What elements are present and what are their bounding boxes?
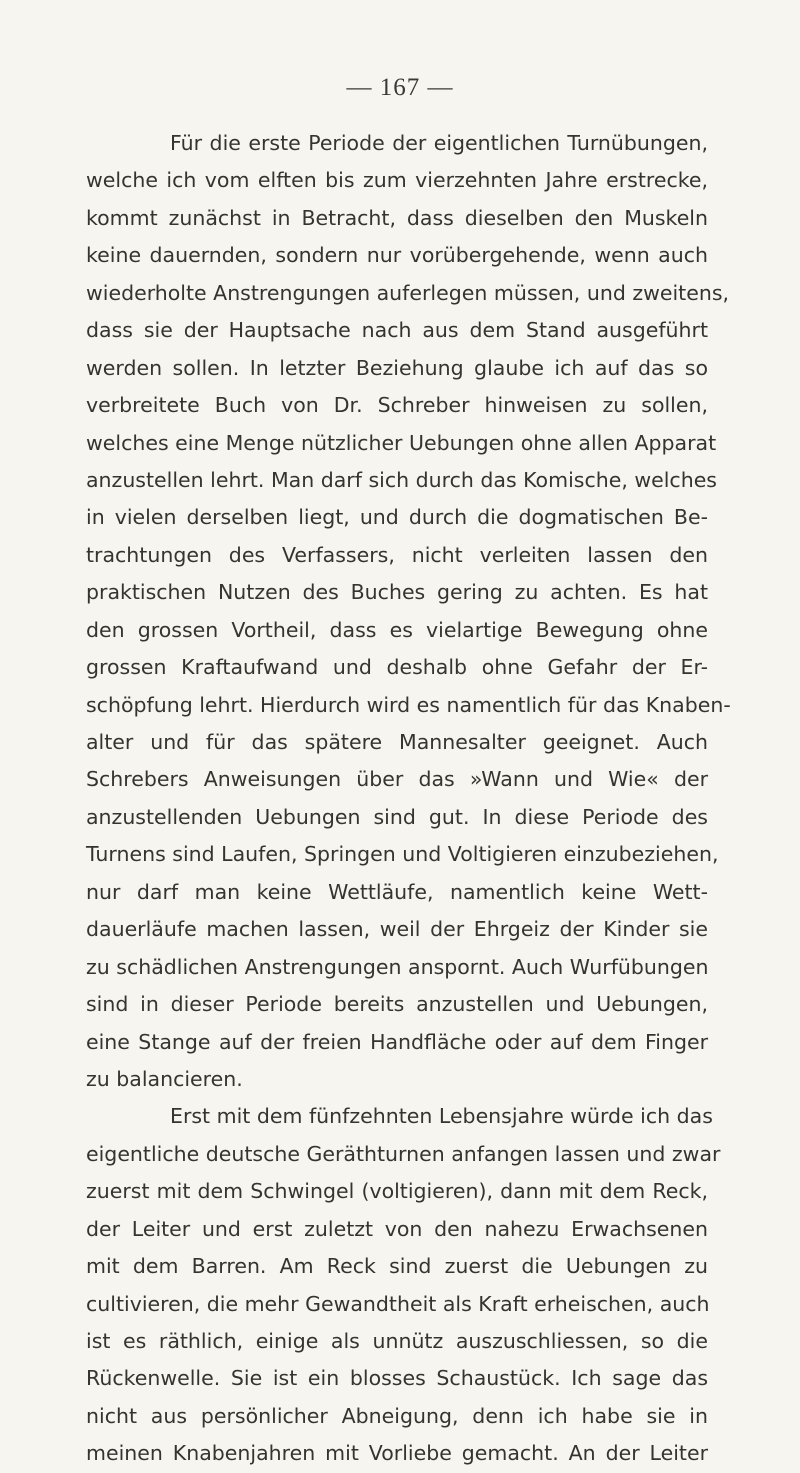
text-line: zuerst mit dem Schwingel (voltigieren), dann mit dem Reck,: [86, 1179, 708, 1204]
text-line: dauerläufe machen lassen, weil der Ehrgeiz der Kinder sie: [86, 917, 708, 942]
text-line: mit dem Barren. Am Reck sind zuerst die Uebungen zu: [86, 1254, 708, 1279]
text-line: kommt zunächst in Betracht, dass dieselben den Muskeln: [86, 205, 708, 230]
text-line: ist es räthlich, einige als unnütz auszuschliessen, so die: [86, 1329, 708, 1353]
text-line: Erst mit dem fünfzehnten Lebensjahre würde ich das: [170, 1104, 713, 1129]
text-line: meinen Knabenjahren mit Vorliebe gemacht. An der Leiter: [86, 1441, 708, 1466]
text-line: Rückenwelle. Sie ist ein blosses Schaustück. Ich sage das: [86, 1366, 708, 1391]
text-line: cultivieren, die mehr Gewandtheit als Kraft erheischen, auch: [86, 1291, 710, 1316]
text-line: welches eine Menge nützlicher Uebungen ohne allen Apparat: [86, 430, 717, 455]
text-line: trachtungen des Verfassers, nicht verleiten lassen den: [86, 542, 708, 567]
text-line: werden sollen. In letzter Beziehung glaube ich auf das so: [86, 355, 708, 380]
text-line: anzustellenden Uebungen sind gut. In diese Periode des: [86, 804, 708, 829]
text-line: den grossen Vortheil, dass es vielartige Bewegung ohne: [86, 617, 708, 642]
page-number: — 167 —: [346, 74, 454, 101]
text-line: verbreitete Buch von Dr. Schreber hinweisen zu sollen,: [86, 393, 708, 418]
text-line: in vielen derselben liegt, und durch die dogmatischen Be-: [86, 505, 708, 530]
text-line: nicht aus persönlicher Abneigung, denn ich habe sie in: [86, 1403, 708, 1428]
text-line: Schrebers Anweisungen über das »Wann und Wie« der: [86, 767, 708, 792]
text-line: Für die erste Periode der eigentlichen Turnübungen,: [170, 131, 708, 155]
text-line: welche ich vom elften bis zum vierzehnten Jahre erstrecke,: [86, 168, 708, 193]
text-line: grossen Kraftaufwand und deshalb ohne Gefahr der Er-: [86, 655, 708, 680]
text-line: eine Stange auf der freien Handfläche oder auf dem Finger: [86, 1029, 708, 1054]
text-line: Turnens sind Laufen, Springen und Voltigieren einzubeziehen,: [86, 842, 719, 867]
text-line: eigentliche deutsche Geräthturnen anfangen lassen und zwar: [86, 1141, 721, 1166]
text-line: sind in dieser Periode bereits anzustellen und Uebungen,: [86, 992, 708, 1017]
text-line: dass sie der Hauptsache nach aus dem Stand ausgeführt: [86, 318, 708, 343]
text-line: keine dauernden, sondern nur vorübergehende, wenn auch: [86, 243, 708, 268]
body-text: [86, 125, 731, 1473]
text-line: nur darf man keine Wettläufe, namentlich keine Wett-: [86, 879, 708, 904]
text-line: der Leiter und erst zuletzt von den nahezu Erwachsenen: [86, 1216, 708, 1241]
text-line: praktischen Nutzen des Buches gering zu achten. Es hat: [86, 580, 708, 605]
text-line: wiederholte Anstrengungen auferlegen müssen, und zweitens,: [86, 280, 730, 305]
text-line: schöpfung lehrt. Hierdurch wird es namentlich für das Knaben-: [86, 692, 731, 717]
text-line: zu schädlichen Anstrengungen anspornt. Auch Wurfübungen: [86, 954, 709, 979]
text-line: zu balancieren.: [86, 1066, 243, 1091]
text-line: anzustellen lehrt. Man darf sich durch das Komische, welches: [86, 467, 717, 492]
text-line: alter und für das spätere Mannesalter geeignet. Auch: [86, 730, 708, 754]
